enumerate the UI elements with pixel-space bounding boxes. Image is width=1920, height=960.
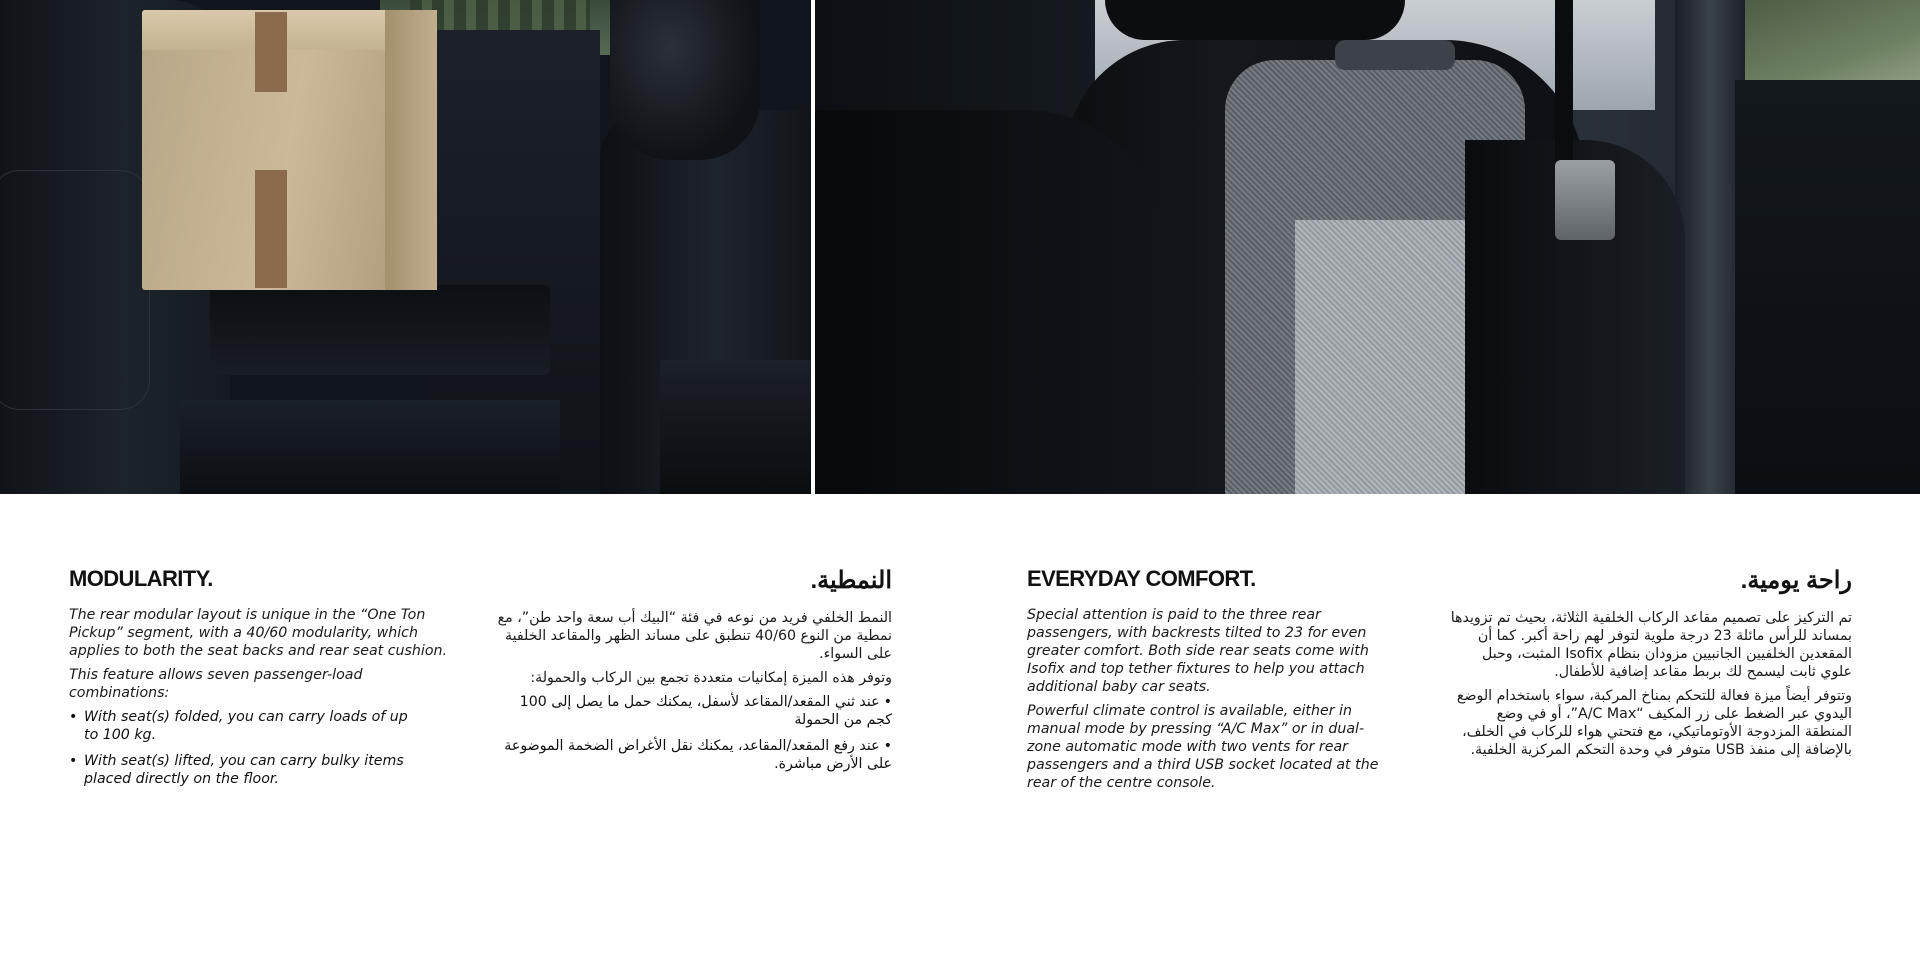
- door-panel: [1735, 80, 1920, 494]
- seat-belt-buckle: [1555, 160, 1615, 240]
- comfort-en-paragraph-1: Special attention is paid to the three rear passengers, with backrests tilted to 23 for even greater comfort. Both side rear seats come with Isofix and top tether fixtures to help you attach additional baby car seats.: [1027, 607, 1369, 695]
- headrest-base: [1335, 40, 1455, 70]
- modularity-ar-column: [494, 566, 892, 781]
- modularity-en-bullet: • With seat(s) lifted, you can carry bulky items placed directly on the floor.: [69, 752, 464, 788]
- headrest: [1105, 0, 1405, 40]
- comfort-ar-title: راحة يومية.: [1740, 567, 1852, 594]
- cardboard-box-side: [385, 10, 437, 290]
- photo-seat-closeup: [815, 0, 1920, 494]
- comfort-en-paragraph-2: Powerful climate control is available, either in manual mode by pressing “A/C Max” or in dual-zone automatic mode with two vents for rear passengers and a third USB socket located at the rear of the centre console.: [1027, 703, 1379, 791]
- modularity-en-title: MODULARITY.: [69, 566, 213, 591]
- modularity-ar-title: النمطية.: [810, 567, 892, 594]
- modularity-ar-paragraph-2: وتوفر هذه الميزة إمكانيات متعددة تجمع بين الركاب والحمولة:: [530, 670, 892, 686]
- modularity-ar-bullets: [494, 693, 892, 773]
- comfort-ar-column: [1448, 566, 1852, 765]
- seat-stitching: [0, 170, 150, 410]
- modularity-ar-paragraph-1: النمط الخلفي فريد من نوعه في فئة “البيك أب سعة واحد طن”، مع نمطية من النوع 40/60 تنطبق على مساند الظهر والمقاعد الخلفية على السواء.: [497, 610, 892, 662]
- foreground-seat: [815, 110, 1165, 494]
- modularity-en-paragraph-1: The rear modular layout is unique in the “One Ton Pickup” segment, with a 40/60 modularity, which applies to both the seat backs and rear seat cushion.: [69, 607, 448, 659]
- modularity-ar-bullet: [494, 693, 892, 729]
- modularity-en-bullets: [69, 708, 464, 788]
- modularity-en-column: [69, 566, 464, 796]
- modularity-ar-bullet-text: عند رفع المقعد/المقاعد، يمكنك نقل الأغراض الضخمة الموضوعة على الأرض مباشرة.: [504, 738, 892, 772]
- comfort-en-title: EVERYDAY COMFORT.: [1027, 566, 1256, 591]
- armrest: [660, 360, 811, 494]
- modularity-en-bullet: • With seat(s) folded, you can carry loads of up to 100 kg.: [69, 708, 464, 744]
- rear-seat-cushion: [180, 400, 560, 494]
- comfort-ar-paragraph-2: وتتوفر أيضاً ميزة فعالة للتحكم بمناخ المركبة، سواء باستخدام الوضع اليدوي عبر الضغط على زر المكيف “A/C Max”، أو في وضع المنطقة المزدوجة الأوتوماتيكي، مع فتحتي هواء للركاب في الخلف، بالإضافة إلى منفذ USB متوفر في وحدة التحكم المركزية الخلفية.: [1456, 688, 1852, 758]
- bullet-dot-icon: •: [883, 738, 892, 754]
- bullet-dot-icon: •: [883, 694, 892, 710]
- folded-seat-base: [210, 285, 550, 375]
- modularity-ar-bullet: [494, 737, 892, 773]
- photo-rear-seat-box: [0, 0, 811, 494]
- comfort-en-column: [1027, 566, 1381, 798]
- modularity-en-paragraph-2: This feature allows seven passenger-load combinations:: [69, 667, 363, 701]
- modularity-ar-bullet-text: عند ثني المقعد/المقاعد لأسفل، يمكنك حمل ما يصل إلى 100 كجم من الحمولة: [519, 694, 892, 728]
- front-headrest: [610, 0, 760, 160]
- box-tape-front: [255, 170, 287, 288]
- box-tape-top: [255, 12, 287, 92]
- comfort-ar-paragraph-1: تم التركيز على تصميم مقاعد الركاب الخلفية الثلاثة، بحيث تم تزويدها بمساند للرأس مائلة 23 درجة ملوية لتوفر لهم راحة أكبر. كما أن المقعدين الخلفيين الجانبيين مزودان بنظام Isofix المثبت، وحبل علوي ثابت ليسمح لك بربط مقاعد إضافية للأطفال.: [1450, 610, 1852, 680]
